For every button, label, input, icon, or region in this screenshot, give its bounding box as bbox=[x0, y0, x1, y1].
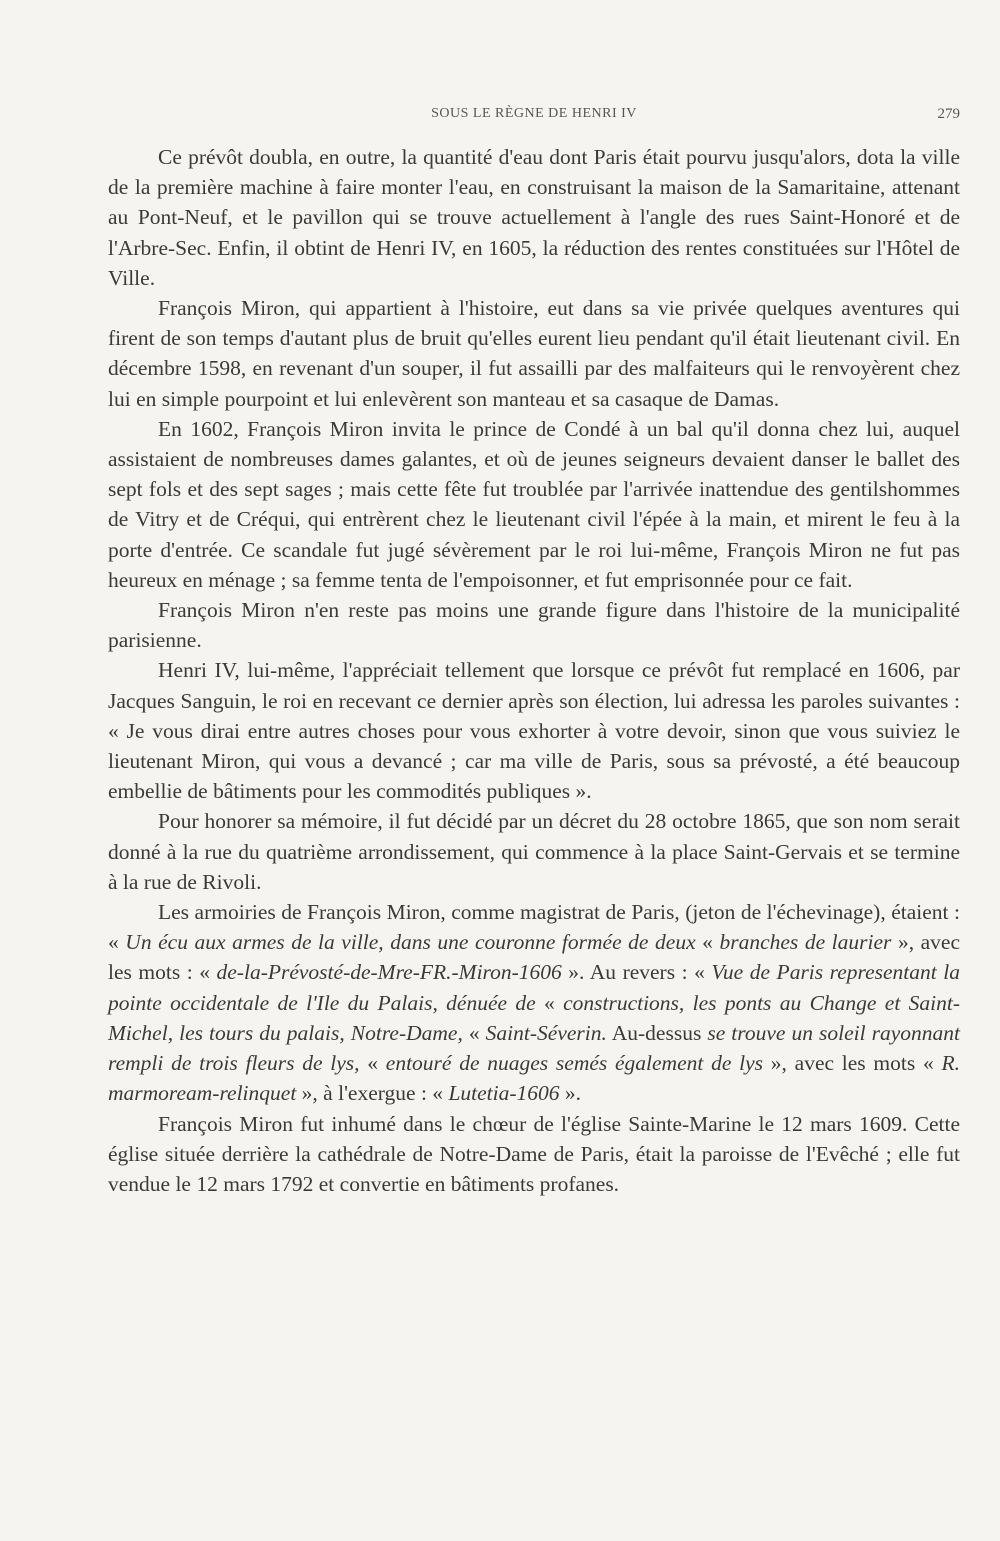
text-run: Henri IV, lui-même, l'appréciait tellement que lorsque ce prévôt fut remplacé en 1606, par Jacques Sanguin, le roi en recevant ce dernier après son élection, lui adressa les paroles suivantes : « Je vous dirai entre autres choses pour vous exhorter à votre devoir, sinon que vous suiviez le lieutenant Miron, qui vous a devancé ; car ma ville de Paris, sous sa prévosté, a été beaucoup embellie de bâtiments pour les commodités publiques ». bbox=[108, 658, 960, 804]
paragraph bbox=[108, 806, 960, 897]
text-run: », avec les mots : « bbox=[108, 930, 960, 985]
text-run: « bbox=[359, 1051, 386, 1076]
paragraph bbox=[108, 897, 960, 1108]
text-run: ». Au revers : « bbox=[561, 960, 712, 985]
text-run: En 1602, François Miron invita le prince de Condé à un bal qu'il donna chez lui, auquel assistaient de nombreuses dames galantes, et où de jeunes seigneurs devaient danser le ballet des sept fols et des sept sages ; mais cette fête fut troublée par l'arrivée inattendue des gentilshommes de Vitry et de Créqui, qui entrèrent chez le lieutenant civil l'épée à la main, et mirent le feu à la porte d'entrée. Ce scandale fut jugé sévèrement par le roi lui-même, François Miron ne fut pas heureux en ménage ; sa femme tenta de l'empoisonner, et fut emprisonnée pour ce fait. bbox=[108, 416, 960, 592]
italic-text-run: Vue de Paris representant la pointe occidentale de l'Ile du Palais, dénuée de bbox=[108, 960, 960, 1015]
text-run: « bbox=[462, 1020, 486, 1045]
paragraph bbox=[108, 1109, 960, 1200]
body-text bbox=[108, 142, 960, 1199]
text-run: ». bbox=[559, 1081, 582, 1106]
italic-text-run: Un écu aux armes de la ville, dans une couronne formée de deux bbox=[125, 930, 696, 955]
running-title: SOUS LE RÈGNE DE HENRI IV bbox=[431, 106, 637, 121]
text-run: « bbox=[535, 990, 564, 1015]
italic-text-run: se trouve un soleil rayonnant rempli de trois fleurs de lys, bbox=[108, 1020, 960, 1076]
italic-text-run: R. marmoream-relinquet bbox=[108, 1051, 960, 1106]
text-run: Pour honorer sa mémoire, il fut décidé par un décret du 28 octobre 1865, que son nom serait donné à la rue du quatrième arrondissement, qui commence à la place Saint-Gervais et se termine à la rue de Rivoli. bbox=[108, 809, 960, 894]
text-run: Ce prévôt doubla, en outre, la quantité d'eau dont Paris était pourvu jusqu'alors, dota la ville de la première machine à faire monter l'eau, en construisant la maison de la Samaritaine, attenant au Pont-Neuf, et le pavillon qui se trouve actuellement à l'angle des rues Saint-Honoré et de l'Arbre-Sec. Enfin, il obtint de Henri IV, en 1605, la réduction des rentes constituées sur l'Hôtel de Ville. bbox=[108, 145, 960, 290]
italic-text-run: Lutetia-1606 bbox=[448, 1081, 560, 1106]
text-run: », avec les mots « bbox=[763, 1051, 942, 1076]
running-head bbox=[108, 106, 960, 126]
paragraph bbox=[108, 595, 960, 655]
text-run: « bbox=[695, 930, 720, 955]
text-run: », à l'exergue : « bbox=[296, 1081, 449, 1106]
text-run: Les armoiries de François Miron, comme magistrat de Paris, (jeton de l'échevinage), étaient : « bbox=[108, 900, 960, 955]
page-number: 279 bbox=[937, 106, 960, 122]
italic-text-run: de-la-Prévosté-de-Mre-FR.-Miron-1606 bbox=[216, 960, 562, 985]
italic-text-run: constructions, les ponts au Change et Saint-Michel, les tours du palais, Notre-Dame, bbox=[108, 990, 960, 1045]
italic-text-run: entouré de nuages semés également de lys bbox=[385, 1051, 764, 1076]
italic-text-run: Saint-Séverin. bbox=[485, 1020, 607, 1045]
text-run: Au-dessus bbox=[606, 1020, 708, 1045]
paragraph bbox=[108, 142, 960, 293]
text-run: François Miron fut inhumé dans le chœur de l'église Sainte-Marine le 12 mars 1609. Cette église située derrière la cathédrale de Notre-Dame de Paris, était la paroisse de l'Evêché ; elle fut vendue le 12 mars 1792 et convertie en bâtiments profanes. bbox=[108, 1111, 960, 1196]
paragraph bbox=[108, 293, 960, 414]
text-run: François Miron, qui appartient à l'histoire, eut dans sa vie privée quelques aventures qui firent de son temps d'autant plus de bruit qu'elles eurent lieu pendant qu'il était lieutenant civil. En décembre 1598, en revenant d'un souper, il fut assailli par des malfaiteurs qui le renvoyèrent chez lui en simple pourpoint et lui enlevèrent son manteau et sa casaque de Damas. bbox=[108, 296, 960, 411]
text-run: François Miron n'en reste pas moins une grande figure dans l'histoire de la municipalité parisienne. bbox=[108, 598, 960, 653]
italic-text-run: branches de laurier bbox=[719, 930, 892, 955]
paragraph bbox=[108, 414, 960, 595]
paragraph bbox=[108, 655, 960, 806]
